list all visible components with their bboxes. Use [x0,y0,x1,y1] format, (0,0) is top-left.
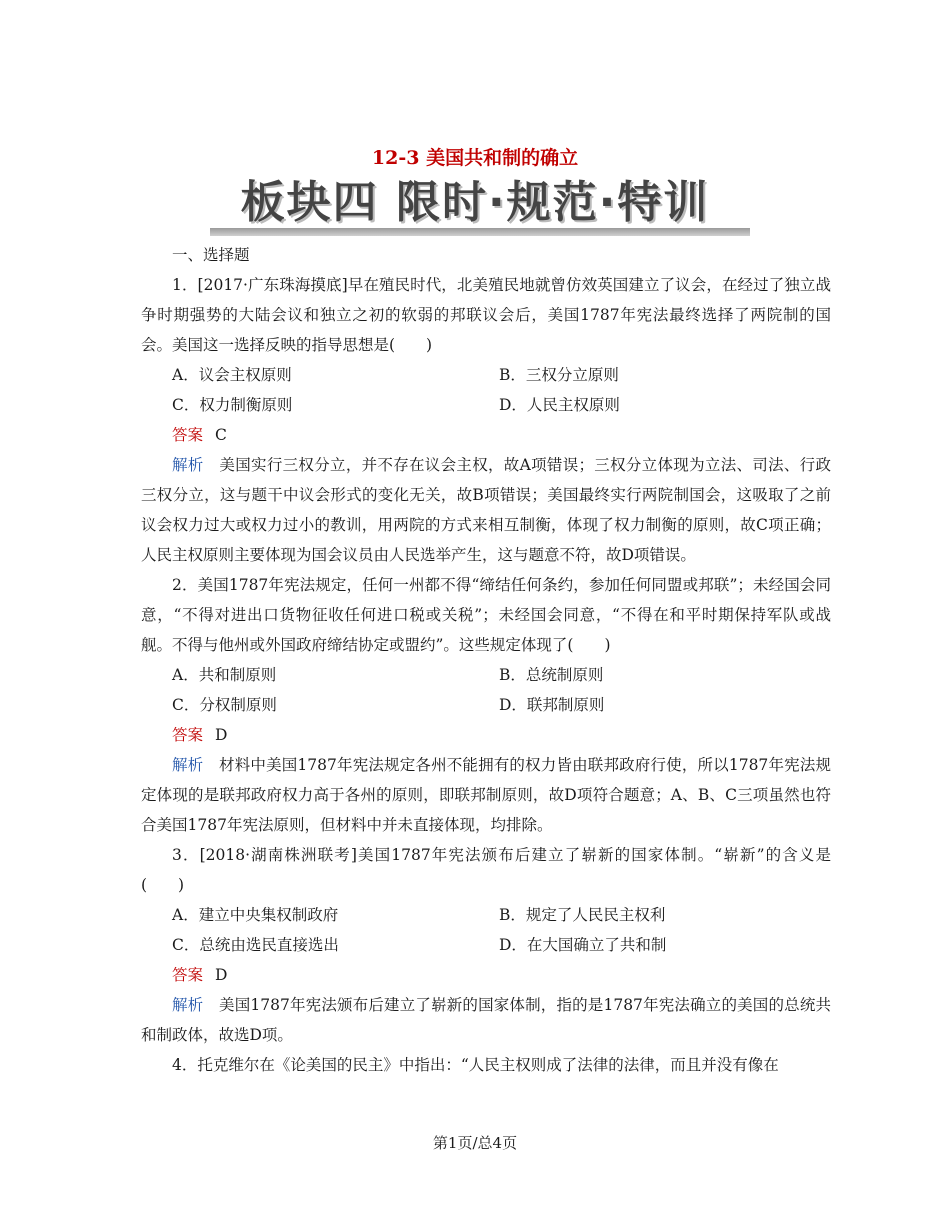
section-heading: 一、选择题 [172,246,250,264]
option-b: B．总统制原则 [499,666,604,684]
answer-label: 答案 [172,966,204,984]
question-content [141,240,831,1080]
question-stem: 1．[2017·广东珠海摸底]早在殖民时代，北美殖民地就曾仿效英国建立了议会，在经过了独立战争时期强势的大陆会议和独立之初的软弱的邦联议会后，美国1787年宪法最终选择了两院制的国会。美国这一选择反映的指导思想是( ) [141,276,831,354]
option-a: A．议会主权原则 [172,366,292,384]
section-banner [210,176,750,238]
question-stem: 2．美国1787年宪法规定，任何一州都不得“缔结任何条约，参加任何同盟或邦联”；未经国会同意，“不得对进出口货物征收任何进口税或关税”；未经国会同意，“不得在和平时期保持军队或战舰。不得与他州或外国政府缔结协定或盟约”。这些规定体现了( ) [141,576,831,654]
banner-underline [210,228,750,236]
option-b: B．三权分立原则 [499,366,619,384]
option-c: C．权力制衡原则 [172,396,293,414]
option-c: C．分权制原则 [172,696,277,714]
explanation-label: 解析 [172,456,204,474]
explanation [141,990,831,1050]
answer-line [141,720,831,750]
option-c: C．总统由选民直接选出 [172,936,339,954]
explanation [141,450,831,570]
question-stem: 3．[2018·湖南株洲联考]美国1787年宪法颁布后建立了崭新的国家体制。“崭新”的含义是( ) [141,846,831,894]
explanation-label: 解析 [172,756,204,774]
option-d: D．联邦制原则 [499,696,605,714]
options-row [141,660,831,690]
options-row [141,930,831,960]
answer-line [141,420,831,450]
question-stem: 4．托克维尔在《论美国的民主》中指出：“人民主权则成了法律的法律，而且并没有像在 [172,1056,779,1074]
option-d: D．在大国确立了共和制 [499,936,667,954]
answer-line [141,960,831,990]
options-row [141,390,831,420]
page-footer: 第1页/总4页 [432,1134,518,1152]
page-title: 12-3 美国共和制的确立 [371,147,579,169]
explanation-text: 美国实行三权分立，并不存在议会主权，故A项错误；三权分立体现为立法、司法、行政三权分立，这与题干中议会形式的变化无关，故B项错误；美国最终实行两院制国会，这吸取了之前议会权力过大或权力过小的教训，用两院的方式来相互制衡，体现了权力制衡的原则，故C项正确；人民主权原则主要体现为国会议员由人民选举产生，这与题意不符，故D项错误。 [141,456,831,564]
banner-text: 板块四 限时·规范·特训 [240,177,710,228]
option-b: B．规定了人民民主权利 [499,906,666,924]
option-a: A．建立中央集权制政府 [172,906,339,924]
answer-value: D [215,726,228,744]
explanation-text: 美国1787年宪法颁布后建立了崭新的国家体制，指的是1787年宪法确立的美国的总统共和制政体，故选D项。 [141,996,831,1044]
answer-value: C [215,426,227,444]
options-row [141,900,831,930]
answer-label: 答案 [172,726,204,744]
explanation [141,750,831,840]
explanation-label: 解析 [172,996,204,1014]
answer-value: D [215,966,228,984]
explanation-text: 材料中美国1787年宪法规定各州不能拥有的权力皆由联邦政府行使，所以1787年宪法规定体现的是联邦政府权力高于各州的原则，即联邦制原则，故D项符合题意；A、B、C三项虽然也符合美国1787年宪法原则，但材料中并未直接体现，均排除。 [141,756,831,834]
option-a: A．共和制原则 [172,666,277,684]
options-row [141,360,831,390]
option-d: D．人民主权原则 [499,396,620,414]
options-row [141,690,831,720]
answer-label: 答案 [172,426,204,444]
